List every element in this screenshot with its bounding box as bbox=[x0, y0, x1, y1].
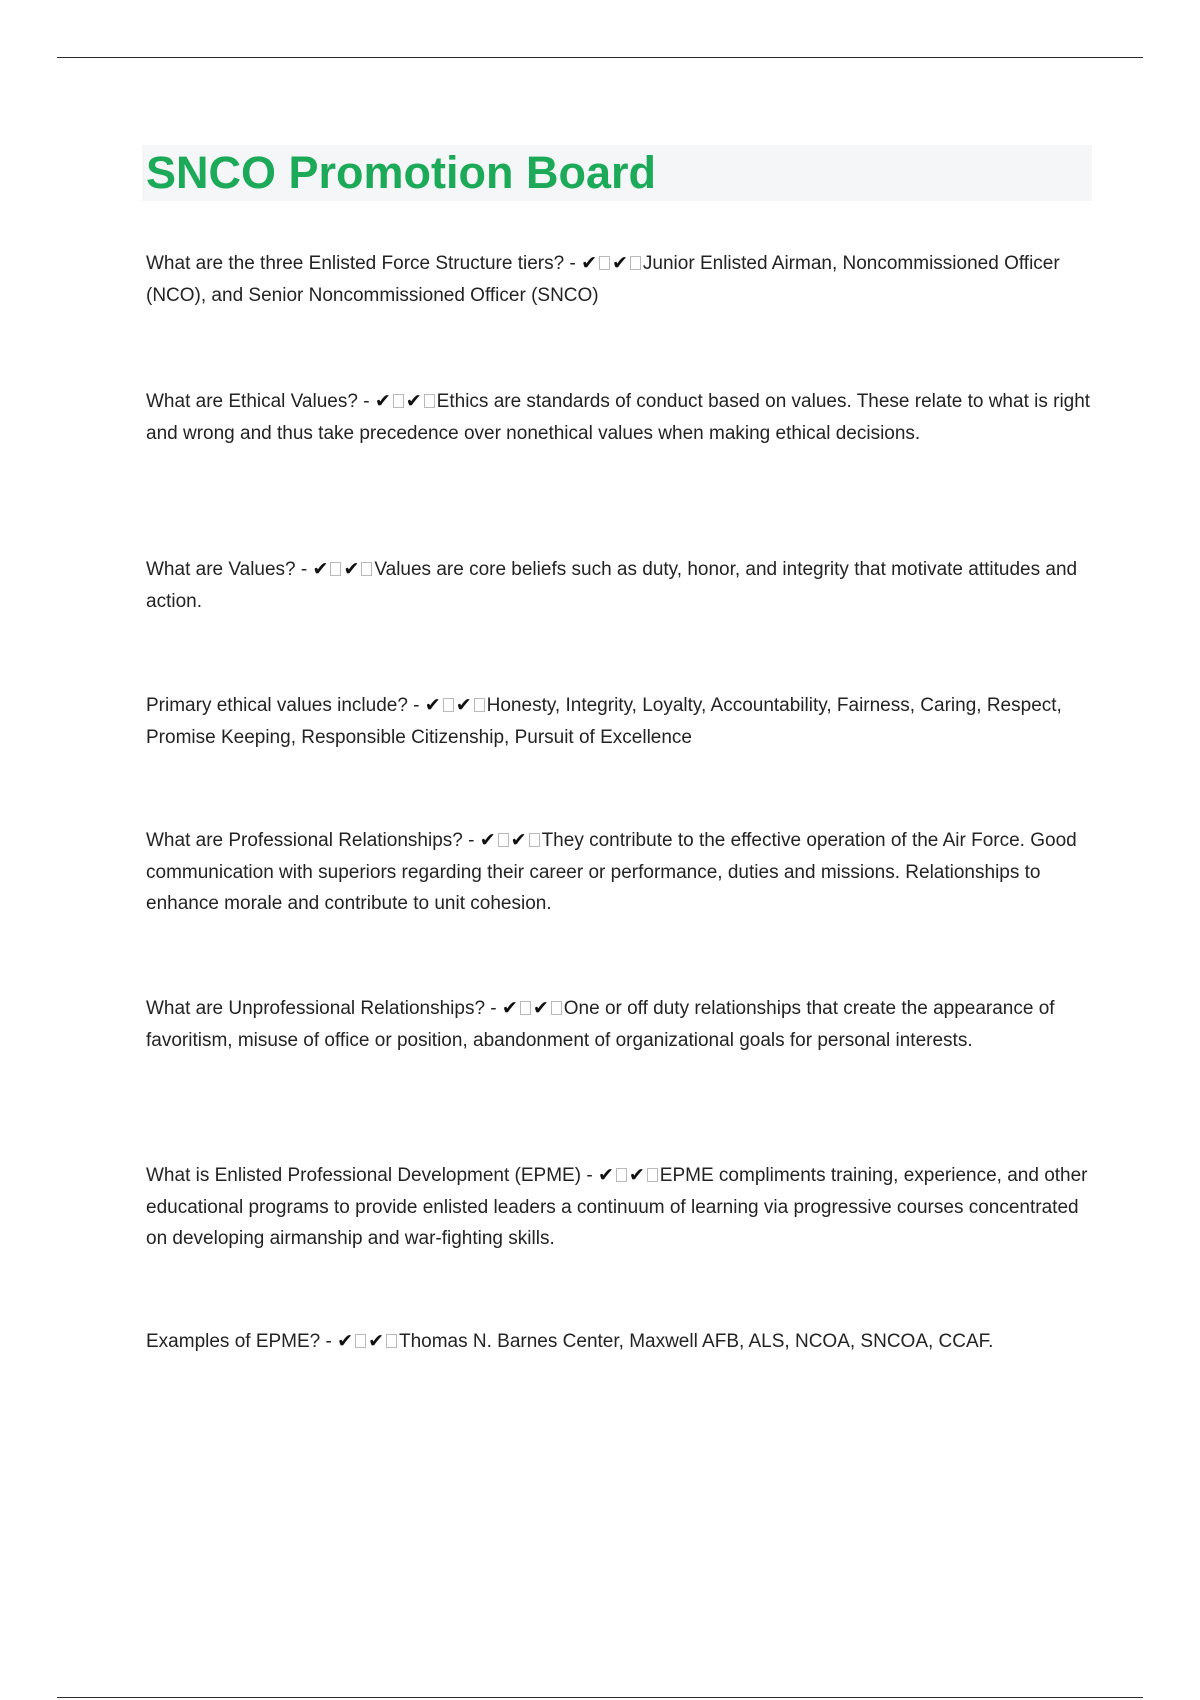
box-glyph-icon bbox=[647, 1168, 658, 1182]
question: What are Ethical Values? bbox=[146, 391, 358, 412]
separator: - bbox=[357, 391, 375, 412]
separator: - bbox=[295, 559, 313, 580]
check-mark-icon: ✔ bbox=[337, 1330, 354, 1352]
check-mark-icon: ✔ bbox=[597, 1164, 614, 1186]
answer: They contribute to the effective operation of the Air Force. Good communication with superiors regarding their career or performance, duties and missions. Relationships to enhance morale and contribute to unit cohesion. bbox=[146, 830, 1077, 914]
answer: One or off duty relationships that create the appearance of favoritism, misuse of office or position, abandonment of organizational goals for personal interests. bbox=[146, 998, 1055, 1051]
answer: Thomas N. Barnes Center, Maxwell AFB, ALS, NCOA, SNCOA, CCAF. bbox=[398, 1331, 994, 1352]
check-mark-icon: ✔ bbox=[581, 252, 597, 274]
separator: - bbox=[485, 998, 502, 1019]
check-mark-icon: ✔ bbox=[455, 694, 472, 716]
check-mark-icon: ✔ bbox=[374, 390, 391, 412]
box-glyph-icon bbox=[330, 562, 341, 576]
page-title: SNCO Promotion Board bbox=[146, 147, 657, 198]
box-glyph-icon bbox=[498, 833, 509, 847]
check-mark-icon: ✔ bbox=[532, 997, 549, 1019]
box-glyph-icon bbox=[443, 698, 454, 712]
qa-item-4 bbox=[146, 690, 1096, 753]
check-mark-icon: ✔ bbox=[612, 252, 628, 274]
box-glyph-icon bbox=[474, 698, 485, 712]
qa-item-8 bbox=[146, 1326, 1096, 1358]
answer: EPME compliments training, experience, and other educational programs to provide enlisted leaders a continuum of learning via progressive courses concentrated on developing airmanship and war-fighting skills. bbox=[146, 1165, 1088, 1249]
top-rule bbox=[57, 57, 1143, 58]
check-mark-icon: ✔ bbox=[343, 558, 360, 580]
question: What are Unprofessional Relationships? bbox=[146, 998, 486, 1019]
qa-item-5 bbox=[146, 825, 1096, 920]
qa-item-6 bbox=[146, 993, 1096, 1056]
separator: - bbox=[320, 1331, 338, 1352]
box-glyph-icon bbox=[551, 1001, 562, 1015]
box-glyph-icon bbox=[386, 1334, 397, 1348]
question: Examples of EPME? bbox=[146, 1331, 321, 1352]
box-glyph-icon bbox=[520, 1001, 531, 1015]
answer: Ethics are standards of conduct based on values. These relate to what is right and wrong and thus take precedence over nonethical values when making ethical decisions. bbox=[146, 391, 1091, 444]
check-mark-icon: ✔ bbox=[312, 558, 329, 580]
check-mark-icon: ✔ bbox=[424, 694, 441, 716]
box-glyph-icon bbox=[630, 256, 641, 270]
qa-item-1 bbox=[146, 248, 1096, 311]
check-mark-icon: ✔ bbox=[628, 1164, 645, 1186]
question: Primary ethical values include? bbox=[146, 695, 408, 716]
qa-item-3 bbox=[146, 554, 1096, 617]
box-glyph-icon bbox=[424, 394, 435, 408]
separator: - bbox=[564, 253, 582, 274]
question: What is Enlisted Professional Development (EPME) bbox=[146, 1165, 582, 1186]
question: What are Professional Relationships? bbox=[146, 830, 463, 851]
separator: - bbox=[462, 830, 480, 851]
question: What are Values? bbox=[146, 559, 296, 580]
check-mark-icon: ✔ bbox=[479, 829, 496, 851]
check-mark-icon: ✔ bbox=[501, 997, 518, 1019]
box-glyph-icon bbox=[599, 256, 610, 270]
bottom-rule bbox=[57, 1697, 1143, 1698]
answer: Values are core beliefs such as duty, honor, and integrity that motivate attitudes and action. bbox=[146, 559, 1078, 612]
separator: - bbox=[407, 695, 425, 716]
check-mark-icon: ✔ bbox=[405, 390, 422, 412]
check-mark-icon: ✔ bbox=[368, 1330, 384, 1352]
qa-item-7 bbox=[146, 1160, 1096, 1255]
qa-item-2 bbox=[146, 386, 1096, 449]
answer: Honesty, Integrity, Loyalty, Accountability, Fairness, Caring, Respect, Promise Keeping, Responsible Citizenship, Pursuit of Excellence bbox=[146, 695, 1062, 748]
box-glyph-icon bbox=[361, 562, 372, 576]
question: What are the three Enlisted Force Structure tiers? bbox=[146, 253, 565, 274]
box-glyph-icon bbox=[393, 394, 404, 408]
separator: - bbox=[581, 1165, 598, 1186]
box-glyph-icon bbox=[355, 1334, 366, 1348]
box-glyph-icon bbox=[616, 1168, 627, 1182]
box-glyph-icon bbox=[529, 833, 540, 847]
check-mark-icon: ✔ bbox=[510, 829, 527, 851]
answer: Junior Enlisted Airman, Noncommissioned Officer (NCO), and Senior Noncommissioned Officer (SNCO) bbox=[146, 253, 1060, 306]
